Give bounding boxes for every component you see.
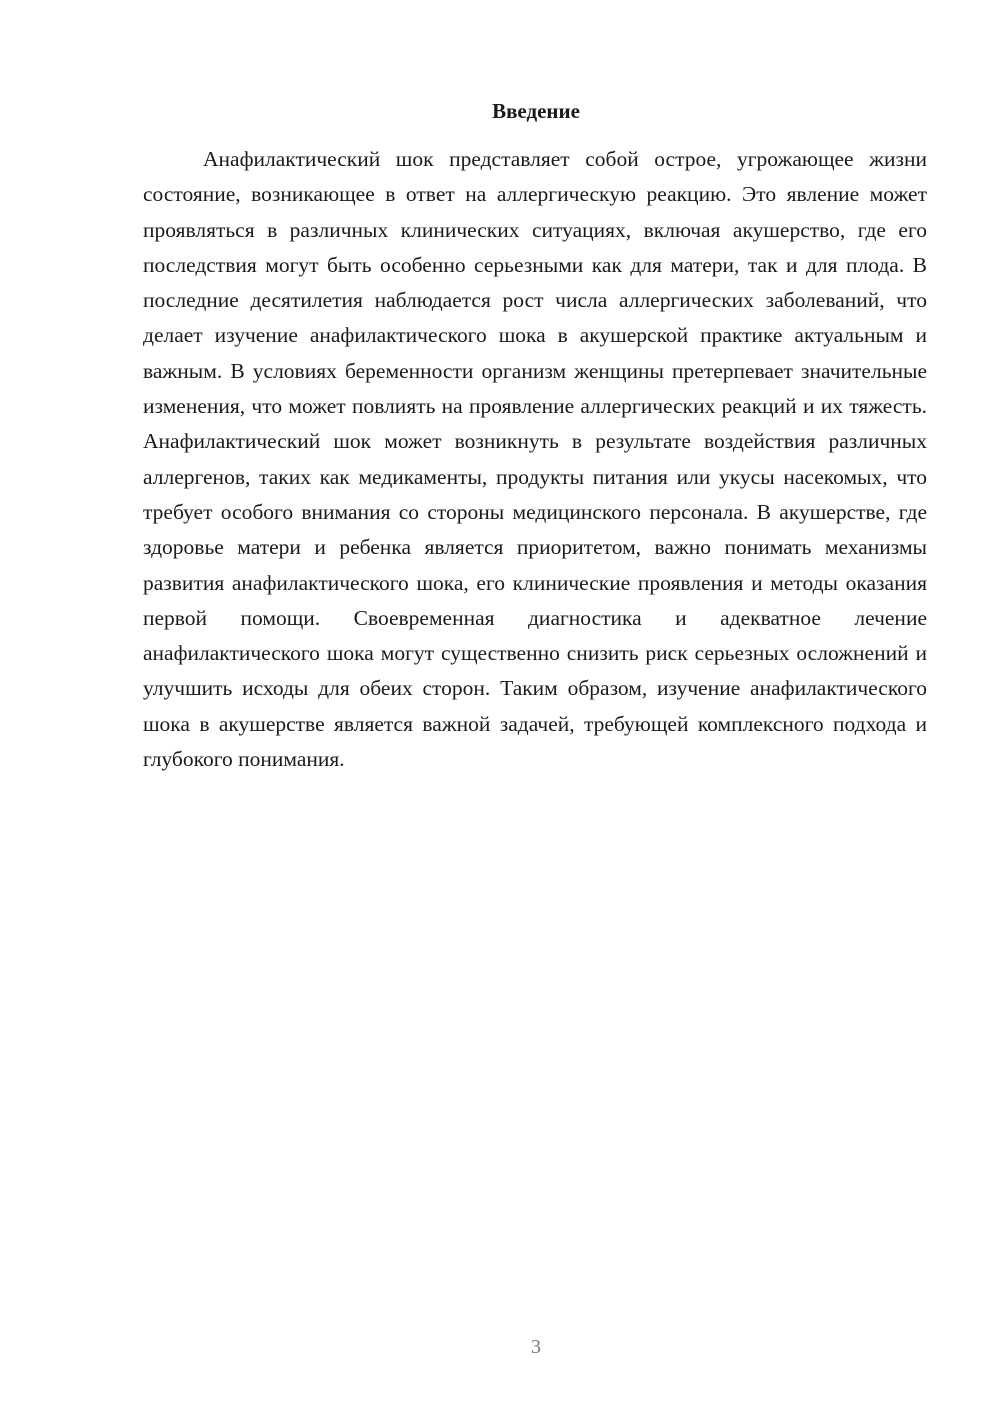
body-text — [143, 142, 927, 777]
page-number: 3 — [531, 1336, 541, 1358]
paragraph: Анафилактический шок представляет собой острое, угрожающее жизни состояние, возникающее в ответ на аллергическую реакцию. Это явление может проявляться в различных клинических ситуациях, включая акушерство, где его последствия могут быть особенно серьезными как для матери, так и для плода. В последние десятилетия наблюдается рост числа аллергических заболеваний, что делает изучение анафилактического шока в акушерской практике актуальным и важным. В условиях беременности организм женщины претерпевает значительные изменения, что может повлиять на проявление аллергических реакций и их тяжесть. Анафилактический шок может возникнуть в результате воздействия различных аллергенов, таких как медикаменты, продукты питания или укусы насекомых, что требует особого внимания со стороны медицинского персонала. В акушерстве, где здоровье матери и ребенка является приоритетом, важно понимать механизмы развития анафилактического шока, его клинические проявления и методы оказания первой помощи. Своевременная диагностика и адекватное лечение анафилактического шока могут существенно снизить риск серьезных осложнений и улучшить исходы для обеих сторон. Таким образом, изучение анафилактического шока в акушерстве является важной задачей, требующей комплексного подхода и глубокого понимания. — [143, 147, 927, 772]
section-title: Введение — [492, 99, 580, 123]
